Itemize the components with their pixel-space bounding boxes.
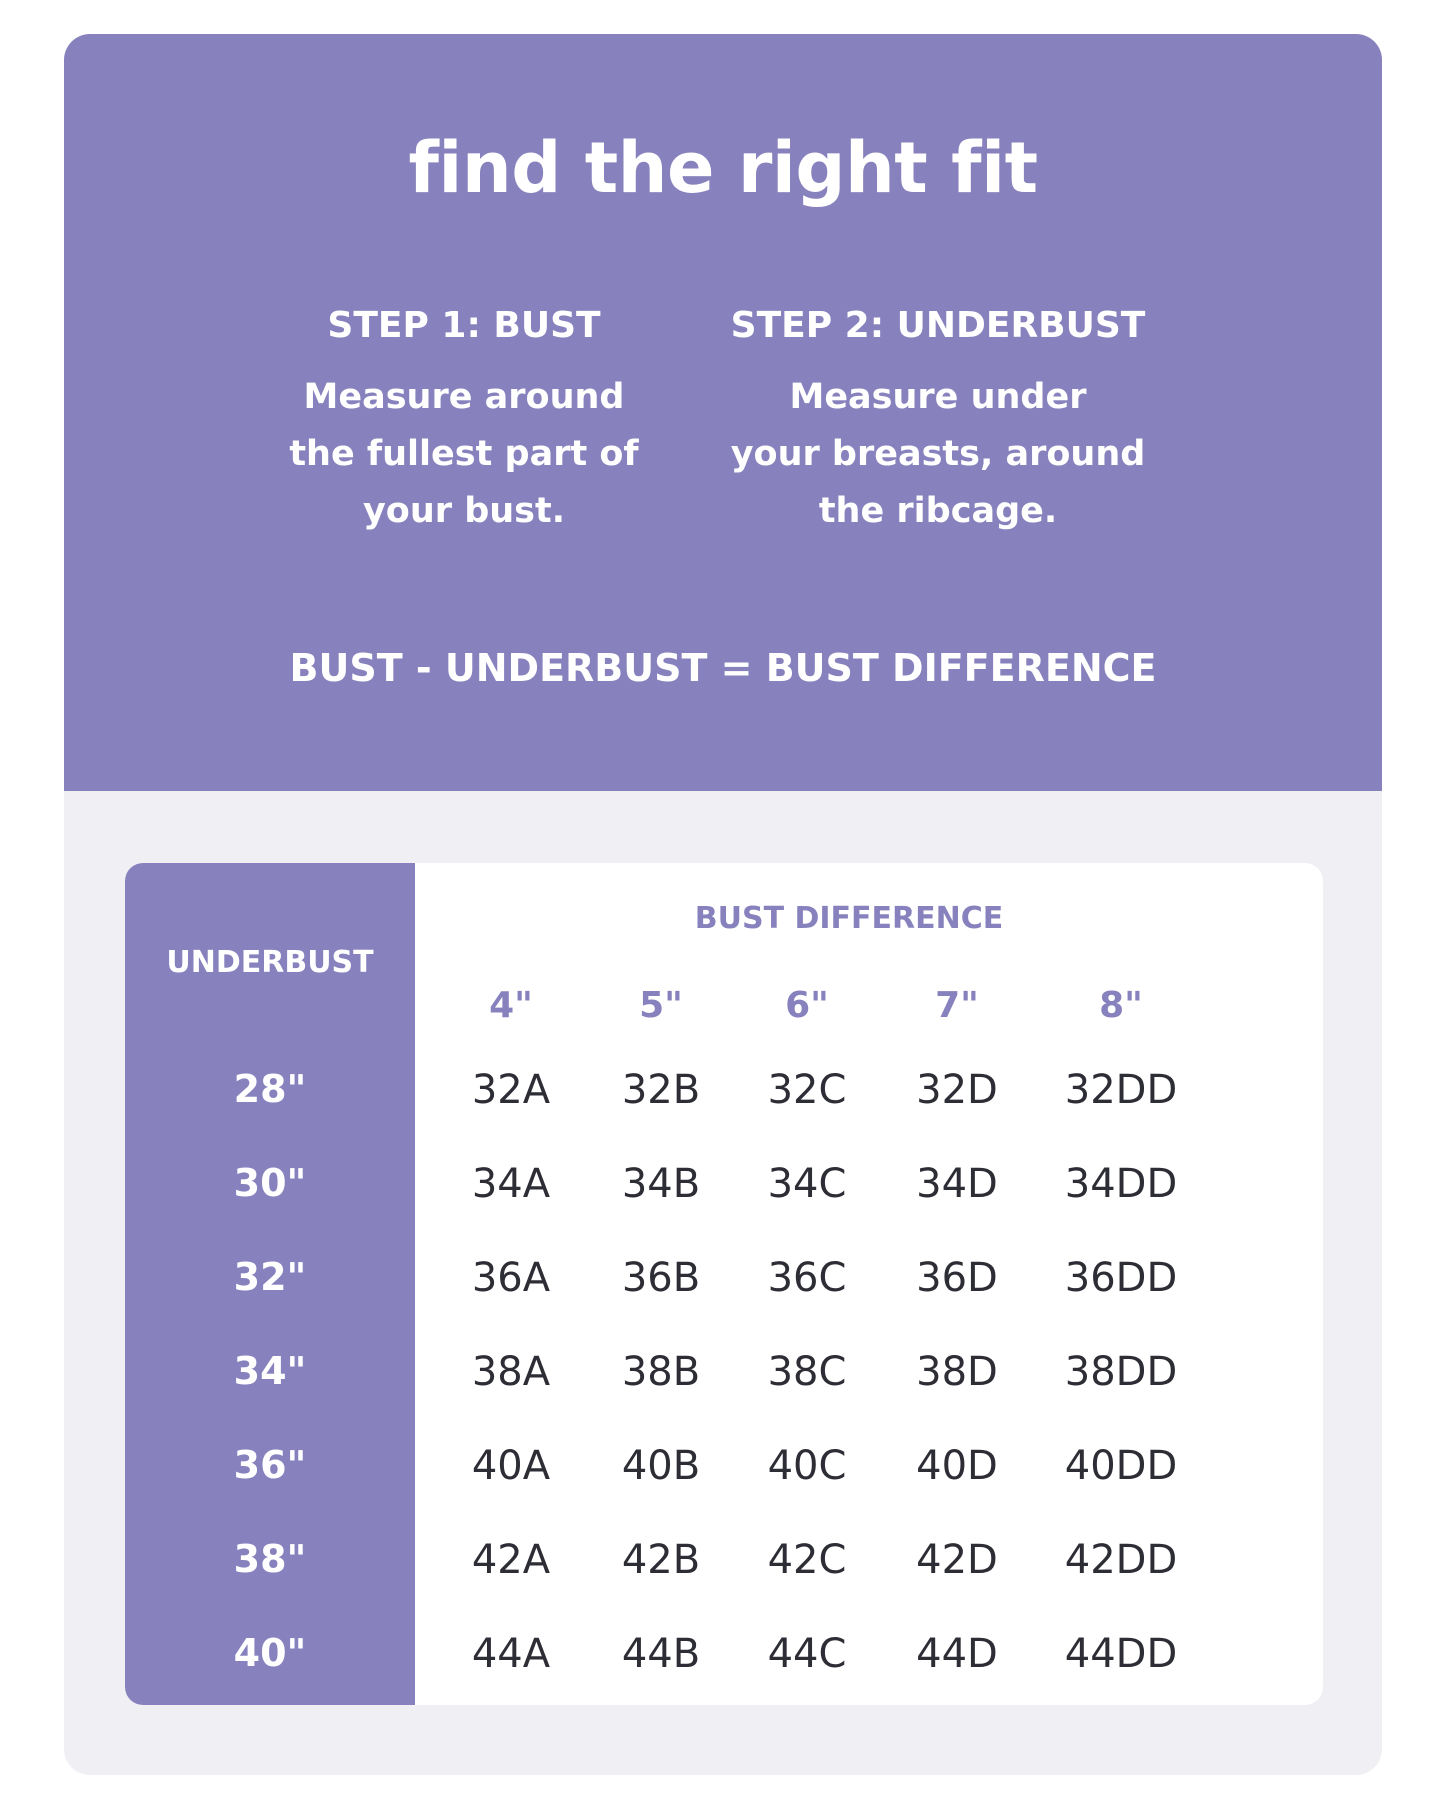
bra-size-cell: 32C <box>767 1067 847 1113</box>
step-underbust <box>718 304 1158 540</box>
bra-size-cell: 44D <box>916 1631 998 1677</box>
underbust-value: 38" <box>233 1537 307 1581</box>
hero-panel <box>64 34 1382 791</box>
bra-size-cell: 34C <box>767 1161 847 1207</box>
bra-size-cell: 36B <box>621 1255 701 1301</box>
bra-size-cell: 40C <box>767 1443 847 1489</box>
bra-size-cell: 36C <box>767 1255 847 1301</box>
underbust-value: 34" <box>233 1349 307 1393</box>
bra-size-cell: 40B <box>621 1443 701 1489</box>
underbust-column <box>125 863 415 1705</box>
step-bust <box>244 304 684 540</box>
bra-size-cell: 42C <box>767 1537 847 1583</box>
bra-size-cell: 32B <box>621 1067 701 1113</box>
bra-size-cell: 42B <box>621 1537 701 1583</box>
bra-size-cell: 38D <box>916 1349 998 1395</box>
bust-difference-formula: BUST - UNDERBUST = BUST DIFFERENCE <box>289 646 1157 690</box>
bra-size-cell: 38DD <box>1064 1349 1178 1395</box>
bra-size-cell: 40DD <box>1064 1443 1178 1489</box>
page-title: find the right fit <box>408 127 1038 209</box>
underbust-value: 40" <box>233 1631 307 1675</box>
underbust-value: 28" <box>233 1067 307 1111</box>
step-heading: STEP 1: BUST <box>327 305 601 346</box>
bra-size-cell: 32DD <box>1064 1067 1178 1113</box>
bra-size-cell: 36DD <box>1064 1255 1178 1301</box>
column-header: 7" <box>935 985 979 1026</box>
bra-size-cell: 34DD <box>1064 1161 1178 1207</box>
bra-size-cell: 38B <box>621 1349 701 1395</box>
bra-size-cell: 44DD <box>1064 1631 1178 1677</box>
underbust-value: 36" <box>233 1443 307 1487</box>
bra-size-cell: 42A <box>471 1537 551 1583</box>
bra-size-cell: 44C <box>767 1631 847 1677</box>
bra-size-cell: 34B <box>621 1161 701 1207</box>
underbust-header: UNDERBUST <box>166 945 374 980</box>
bra-size-cell: 42D <box>916 1537 998 1583</box>
step-instructions: Measure around the fullest part of your bust. <box>289 377 639 532</box>
bra-size-cell: 32A <box>471 1067 551 1113</box>
bra-size-cell: 36D <box>916 1255 998 1301</box>
bra-size-cell: 34D <box>916 1161 998 1207</box>
column-header: 6" <box>785 985 829 1026</box>
bra-size-cell: 44B <box>621 1631 701 1677</box>
bust-difference-header: BUST DIFFERENCE <box>694 901 1004 936</box>
bra-size-cell: 34A <box>471 1161 551 1207</box>
bra-size-cell: 32D <box>916 1067 998 1113</box>
bra-size-cell: 40D <box>916 1443 998 1489</box>
size-chart-table <box>125 863 1323 1705</box>
bra-size-cell: 38C <box>767 1349 847 1395</box>
bra-size-cell: 40A <box>471 1443 551 1489</box>
underbust-value: 30" <box>233 1161 307 1205</box>
column-header: 4" <box>489 985 533 1026</box>
bra-size-cell: 38A <box>471 1349 551 1395</box>
size-guide-card <box>64 34 1382 1775</box>
column-header: 8" <box>1099 985 1143 1026</box>
underbust-value: 32" <box>233 1255 307 1299</box>
step-instructions: Measure under your breasts, around the ribcage. <box>730 377 1146 532</box>
bra-size-cell: 42DD <box>1064 1537 1178 1583</box>
bra-size-cell: 44A <box>471 1631 551 1677</box>
step-heading: STEP 2: UNDERBUST <box>730 305 1146 346</box>
bra-size-cell: 36A <box>471 1255 551 1301</box>
column-header: 5" <box>639 985 683 1026</box>
